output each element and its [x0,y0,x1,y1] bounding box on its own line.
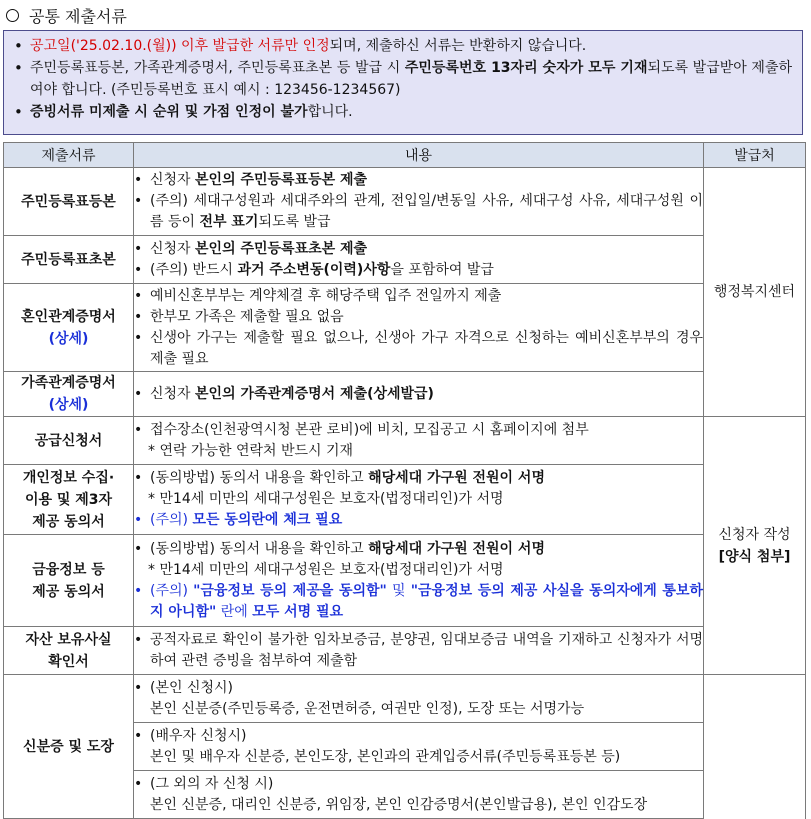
content-text: 을 포함하여 발급 [390,261,494,278]
doc-content: • 신청자 본인의 주민등록표등본 제출 • (주의) 세대구성원과 세대주와의 관계, 전입일/변동일 사유, 세대구성 사유, 세대구성원 이름 등이 전부 표기되도록 발급 [134,168,704,236]
doc-content: • 예비신혼부부는 계약체결 후 해당주택 입주 전일까지 제출 • 한부모 가족은 제출할 필요 없음 • 신생아 가구는 제출할 필요 없으나, 신생아 가구 자격으로 신청하는 예비신혼부부의 경우 제출 필요 [134,284,704,372]
doc-name [4,535,134,627]
table-row [4,168,806,236]
table-row [4,627,806,675]
notice-item [14,101,792,123]
doc-name-text: 금융정보 등 [32,561,105,578]
doc-name-text: 자산 보유사실 [25,631,112,648]
table-row [4,417,806,465]
content-bold: "금융정보 등의 제공 사실을 동의자에게 통보하지 아니함" [150,582,703,620]
content-text: 신생아 가구는 제출할 필요 없으나, 신생아 가구 자격으로 신청하는 예비신혼부부의 경우 제출 필요 [150,329,703,367]
doc-name-text: 제공 동의서 [32,583,105,600]
content-text: 및 [386,582,411,599]
content-text: (그 외의 자 신청 시) [150,775,274,792]
content-bold: 해당세대 가구원 전원이 서명 [368,540,545,557]
doc-name: 공급신청서 [4,417,134,465]
content-text: (본인 신청시) [150,679,233,696]
issuer-empty [704,675,806,819]
issuer-applicant [704,417,806,675]
content-text: 되도록 발급 [258,214,331,230]
notice-bold-text: 주민등록번호 13자리 숫자가 모두 기재 [404,60,648,76]
issuer-admin-center: 행정복지센터 [704,168,806,417]
table-row [4,236,806,284]
content-text: 본인 및 배우자 신분증, 본인도장, 본인과의 관계입증서류(주민등록표등본 등) [150,748,621,765]
content-bold: 본인의 가족관계증명서 제출(상세발급) [195,385,434,402]
doc-name: 주민등록표초본 [4,236,134,284]
content-text: 예비신혼부부는 계약체결 후 해당주택 입주 전일까지 제출 [150,287,502,304]
content-text: (동의방법) 동의서 내용을 확인하고 [150,470,369,486]
content-note: * 만14세 미만의 세대구성원은 보호자(법정대리인)가 서명 [148,491,504,507]
bullet-icon: • [14,59,23,77]
table-row [4,535,806,627]
doc-name-text: 이용 및 제3자 [24,491,113,508]
content-text: 공적자료로 확인이 불가한 임차보증금, 분양권, 임대보증금 내역을 기재하고 신청자가 서명하여 관련 증빙을 첨부하여 제출함 [150,631,703,669]
doc-content: • 신청자 본인의 가족관계증명서 제출(상세발급) [134,372,704,417]
table-row [4,284,806,372]
notice-item [14,57,792,101]
content-bold: 모두 서명 필요 [252,603,344,620]
content-text: (주의) 반드시 [150,261,238,278]
notice-bold-text: 증빙서류 미제출 시 순위 및 가점 인정이 불가 [30,104,308,120]
content-text: (주의) [150,582,194,599]
content-text: 신청자 [150,240,196,257]
table-row [4,465,806,535]
doc-name [4,465,134,535]
content-bold: 본인의 주민등록표등본 제출 [195,172,368,188]
section-title-text: 공통 제출서류 [29,6,127,26]
doc-content: • (동의방법) 동의서 내용을 확인하고 해당세대 가구원 전원이 서명 * 만14세 미만의 세대구성원은 보호자(법정대리인)가 서명 • (주의) "금융정보 등의 제공을 동의함" 및 "금융정보 등의 제공 사실을 동의자에게 통보하지 아니함" 란에 모두 서명 필요 [134,535,704,627]
circle-bullet-icon [6,9,19,22]
content-note: * 만14세 미만의 세대구성원은 보호자(법정대리인)가 서명 [148,561,504,578]
content-bold: "금융정보 등의 제공을 동의함" [193,582,387,599]
doc-content: • (동의방법) 동의서 내용을 확인하고 해당세대 가구원 전원이 서명 * 만14세 미만의 세대구성원은 보호자(법정대리인)가 서명 • (주의) 모든 동의란에 체크 필요 [134,465,704,535]
doc-name: 신분증 및 도장 [4,675,134,819]
doc-content: • (배우자 신청시) 본인 및 배우자 신분증, 본인도장, 본인과의 관계입증서류(주민등록표등본 등) [134,723,704,771]
detail-link[interactable]: (상세) [48,330,89,347]
content-note: * 연락 가능한 연락처 반드시 기재 [148,442,354,459]
doc-name-text: 개인정보 수집· [22,469,115,486]
doc-content: • 공적자료로 확인이 불가한 임차보증금, 분양권, 임대보증금 내역을 기재하고 신청자가 서명하여 관련 증빙을 첨부하여 제출함 [134,627,704,675]
notice-item [14,35,792,57]
content-text: (주의) 세대구성원과 세대주와의 관계, 전입일/변동일 사유, 세대구성 사유, 세대구성원 이름 등이 [150,193,703,230]
content-text: (배우자 신청시) [150,727,247,744]
content-text: 본인 신분증(주민등록증, 운전면허증, 여권만 인정), 도장 또는 서명가능 [150,700,585,717]
section-title [6,2,127,28]
header-issuer: 발급처 [704,143,806,168]
bullet-icon: • [14,37,23,55]
content-text: (동의방법) 동의서 내용을 확인하고 [150,540,369,557]
doc-name-text: 확인서 [48,653,89,670]
bullet-icon: • [14,103,23,121]
doc-content: • (본인 신청시) 본인 신분증(주민등록증, 운전면허증, 여권만 인정), 도장 또는 서명가능 [134,675,704,723]
documents-table [3,142,806,819]
content-bold: 과거 주소변동(이력)사항 [237,261,391,278]
content-text: (주의) [150,512,193,528]
notice-text: 합니다. [307,104,353,120]
content-bold: 전부 표기 [199,214,259,230]
doc-content: • (그 외의 자 신청 시) 본인 신분증, 대리인 신분증, 위임장, 본인 인감증명서(본인발급용), 본인 인감도장 [134,771,704,819]
table-header-row [4,143,806,168]
doc-content: • 접수장소(인천광역시청 본관 로비)에 비치, 모집공고 시 홈페이지에 첨부 * 연락 가능한 연락처 반드시 기재 [134,417,704,465]
doc-name [4,372,134,417]
header-document: 제출서류 [4,143,134,168]
doc-name: 주민등록표등본 [4,168,134,236]
content-bold: 해당세대 가구원 전원이 서명 [368,470,545,486]
issuer-text: 신청자 작성 [718,526,791,543]
content-bold: 본인의 주민등록표초본 제출 [195,240,368,257]
notice-box [3,30,803,135]
notice-red-text: 공고일('25.02.10.(월)) 이후 발급한 서류만 인정 [30,38,330,54]
content-text: 한부모 가족은 제출할 필요 없음 [150,308,344,325]
table-row [4,372,806,417]
content-text: 신청자 [150,172,196,188]
doc-name-text: 가족관계증명서 [21,375,116,391]
doc-name [4,284,134,372]
content-text: 본인 신분증, 대리인 신분증, 위임장, 본인 인감증명서(본인발급용), 본인 인감도장 [150,796,648,813]
content-bold: 모든 동의란에 체크 필요 [192,512,343,528]
content-text: 접수장소(인천광역시청 본관 로비)에 비치, 모집공고 시 홈페이지에 첨부 [150,421,589,438]
table-row [4,675,806,723]
notice-text: 주민등록표등본, 가족관계증명서, 주민등록표초본 등 발급 시 [30,60,405,76]
notice-text: 되며, 제출하신 서류는 반환하지 않습니다. [329,38,587,54]
content-text: 신청자 [150,385,196,402]
doc-name-text: 제공 동의서 [32,513,105,530]
detail-link[interactable]: (상세) [48,397,89,413]
issuer-form-attached: [양식 첨부] [718,548,791,565]
doc-name [4,627,134,675]
notice-text: 되도록 발급받아 제출하여야 합니다. (주민등록번호 표시 예시 : 123456-1234567) [30,60,792,98]
header-content: 내용 [134,143,704,168]
content-text: 란에 [216,603,253,620]
doc-name-text: 혼인관계증명서 [21,308,116,325]
doc-content: • 신청자 본인의 주민등록표초본 제출 • (주의) 반드시 과거 주소변동(이력)사항을 포함하여 발급 [134,236,704,284]
